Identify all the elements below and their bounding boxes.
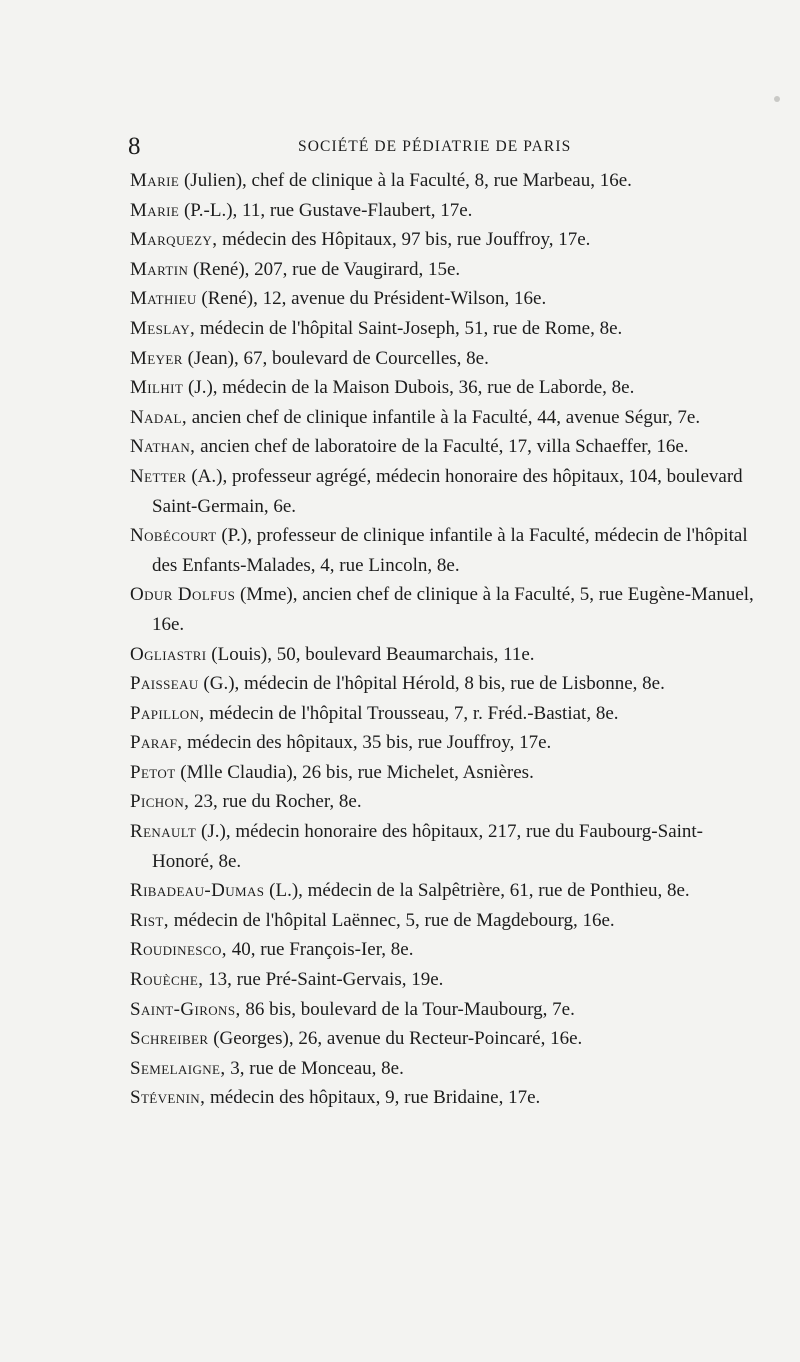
- list-item: [130, 817, 762, 876]
- member-details: 40, rue François-Ier, 8e.: [226, 939, 414, 961]
- member-name: Paraf,: [130, 732, 183, 754]
- header-title: SOCIÉTÉ DE PÉDIATRIE DE PARIS: [298, 138, 572, 155]
- running-header: [128, 133, 758, 163]
- member-name: Marie: [130, 199, 180, 221]
- list-item: [130, 255, 762, 285]
- list-item: [130, 640, 762, 670]
- page-number: 8: [128, 133, 141, 160]
- member-name: Pichon,: [130, 791, 190, 813]
- member-details: médecin de l'hôpital Trousseau, 7, r. Fréd.-Bastiat, 8e.: [204, 702, 619, 724]
- member-details: médecin de l'hôpital Saint-Joseph, 51, rue de Rome, 8e.: [195, 317, 623, 339]
- member-name: Paisseau: [130, 673, 199, 695]
- member-details: (J.), médecin honoraire des hôpitaux, 217, rue du Faubourg-Saint-Honoré, 8e.: [152, 821, 704, 872]
- member-details: (Louis), 50, boulevard Beaumarchais, 11e.: [206, 643, 535, 665]
- list-item: [130, 344, 762, 374]
- list-item: [130, 580, 762, 639]
- list-item: [130, 225, 762, 255]
- member-name: Semelaigne,: [130, 1057, 226, 1079]
- member-name: Meslay,: [130, 317, 196, 339]
- member-details: (René), 207, rue de Vaugirard, 15e.: [188, 258, 461, 280]
- member-name: Papillon,: [130, 702, 205, 724]
- member-name: Schreiber: [130, 1028, 209, 1050]
- list-item: [130, 373, 762, 403]
- member-details: (A.), professeur agrégé, médecin honoraire des hôpitaux, 104, boulevard Saint-Germain, 6e.: [152, 465, 743, 517]
- member-details: (Georges), 26, avenue du Recteur-Poincaré, 16e.: [208, 1028, 583, 1050]
- list-item: [130, 728, 762, 758]
- list-item: [130, 876, 762, 906]
- list-item: [130, 1083, 762, 1113]
- list-item: [130, 314, 762, 344]
- paper-speck: [774, 96, 780, 102]
- member-name: Netter: [130, 465, 187, 487]
- member-name: Stévenin,: [130, 1087, 206, 1109]
- member-name: Nathan,: [130, 436, 196, 458]
- list-item: [130, 1024, 762, 1054]
- list-item: [130, 166, 762, 196]
- list-item: [130, 935, 762, 965]
- member-name: Petot: [130, 761, 176, 783]
- member-details: médecin des hôpitaux, 35 bis, rue Jouffroy, 17e.: [182, 732, 552, 754]
- member-details: (P.-L.), 11, rue Gustave-Flaubert, 17e.: [179, 199, 473, 221]
- member-name: Marie: [130, 170, 180, 191]
- list-item: [130, 403, 762, 433]
- member-details: (P.), professeur de clinique infantile à la Faculté, médecin de l'hôpital des Enfants-Malades, 4, rue Lincoln, 8e.: [152, 525, 748, 576]
- member-details: (René), 12, avenue du Président-Wilson, 16e.: [196, 288, 547, 310]
- list-item: [130, 521, 762, 580]
- member-name: Marquezy,: [130, 229, 218, 251]
- member-details: 86 bis, boulevard de la Tour-Maubourg, 7e.: [240, 998, 575, 1020]
- list-item: [130, 284, 762, 314]
- member-name: Renault: [130, 821, 197, 843]
- member-list: [130, 166, 762, 1113]
- list-item: [130, 196, 762, 226]
- list-item: [130, 906, 762, 936]
- member-details: (L.), médecin de la Salpêtrière, 61, rue de Ponthieu, 8e.: [264, 880, 690, 902]
- member-details: ancien chef de clinique infantile à la Faculté, 44, avenue Ségur, 7e.: [186, 406, 701, 428]
- member-details: médecin de l'hôpital Laënnec, 5, rue de Magdebourg, 16e.: [168, 909, 615, 931]
- list-item: [130, 462, 762, 521]
- member-details: 3, rue de Monceau, 8e.: [225, 1057, 404, 1079]
- member-details: (Jean), 67, boulevard de Courcelles, 8e.: [182, 347, 489, 369]
- member-name: Odur Dolfus: [130, 584, 236, 606]
- member-details: médecin des Hôpitaux, 97 bis, rue Jouffroy, 17e.: [217, 229, 591, 251]
- list-item: [130, 787, 762, 817]
- member-name: Saint-Girons,: [130, 998, 241, 1020]
- list-item: [130, 995, 762, 1025]
- list-item: [130, 758, 762, 788]
- member-name: Martin: [130, 258, 189, 280]
- member-name: Roudinesco,: [130, 939, 227, 961]
- member-name: Ogliastri: [130, 643, 207, 665]
- member-details: médecin des hôpitaux, 9, rue Bridaine, 17e.: [205, 1087, 541, 1109]
- list-item: [130, 965, 762, 995]
- member-details: (G.), médecin de l'hôpital Hérold, 8 bis, rue de Lisbonne, 8e.: [198, 673, 665, 695]
- member-details: (J.), médecin de la Maison Dubois, 36, rue de Laborde, 8e.: [183, 377, 635, 399]
- list-item: [130, 1054, 762, 1084]
- member-details: (Julien), chef de clinique à la Faculté, 8, rue Marbeau, 16e.: [179, 170, 632, 191]
- member-name: Ribadeau-Dumas: [130, 880, 265, 902]
- member-name: Mathieu: [130, 288, 197, 310]
- member-details: 23, rue du Rocher, 8e.: [189, 791, 362, 813]
- list-item: [130, 669, 762, 699]
- list-item: [130, 432, 762, 462]
- member-name: Meyer: [130, 347, 183, 369]
- member-details: (Mlle Claudia), 26 bis, rue Michelet, Asnières.: [175, 761, 534, 783]
- member-details: ancien chef de laboratoire de la Faculté, 17, villa Schaeffer, 16e.: [195, 436, 689, 458]
- member-name: Milhit: [130, 377, 184, 399]
- member-name: Rist,: [130, 909, 169, 931]
- member-name: Nadal,: [130, 406, 187, 428]
- member-name: Nobécourt: [130, 525, 217, 547]
- member-name: Rouèche,: [130, 969, 204, 991]
- member-details: (Mme), ancien chef de clinique à la Faculté, 5, rue Eugène-Manuel, 16e.: [152, 584, 754, 635]
- member-details: 13, rue Pré-Saint-Gervais, 19e.: [203, 969, 444, 991]
- list-item: [130, 699, 762, 729]
